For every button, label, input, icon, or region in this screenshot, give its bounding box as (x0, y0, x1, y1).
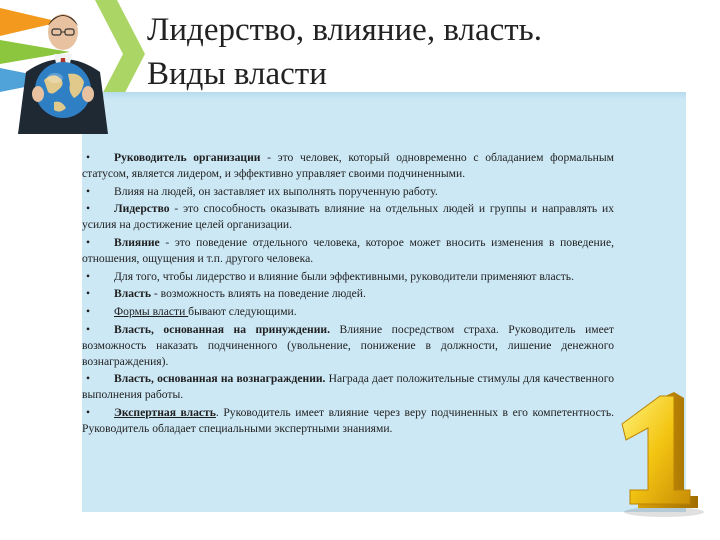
text-power: - возможность влиять на поведение людей. (151, 287, 366, 301)
paragraph-leadership (82, 201, 614, 233)
title-line-2: Виды власти (147, 56, 327, 92)
term-influence: Влияние (114, 235, 160, 249)
bullet: • (86, 287, 91, 301)
golden-number-one-illustration (612, 388, 712, 518)
term-power: Власть (114, 287, 152, 301)
paragraph-forms-of-power (82, 304, 614, 320)
paragraph-influence (82, 235, 614, 267)
paragraph-expert-power (82, 405, 614, 437)
paragraph-reward-power (82, 371, 614, 403)
term-coercive-power: Власть, основанная на принуждении. (114, 322, 330, 336)
text-forms-of-power: бывают следующими. (188, 305, 297, 319)
businessman-with-globe-illustration (8, 2, 118, 134)
bullet: • (86, 372, 91, 386)
bullet: • (86, 184, 91, 198)
slide-title (147, 8, 707, 96)
title-line-1: Лидерство, влияние, власть. (147, 12, 542, 48)
paragraph-manager (82, 150, 614, 182)
term-reward-power: Власть, основанная на вознаграждении. (114, 372, 326, 386)
bullet: • (86, 305, 91, 319)
paragraph-power (82, 286, 614, 302)
term-leadership: Лидерство (114, 202, 170, 216)
term-expert-power: Экспертная власть (114, 405, 216, 419)
slide-body (82, 150, 614, 439)
bullet: • (86, 235, 91, 249)
text-effectiveness: Для того, чтобы лидерство и влияние были эффективными, руководители применяют власть. (114, 269, 574, 283)
text-manager: - это человек, который одновременно с обладанием формальным статусом, является лидером, и эффективно управляет своими подчиненными. (82, 151, 615, 180)
bullet: • (86, 269, 91, 283)
bullet: • (86, 405, 91, 419)
bullet: • (86, 151, 91, 164)
term-manager: Руководитель организации (114, 151, 261, 164)
paragraph-coercive-power (82, 322, 614, 369)
text-influence-people: Влияя на людей, он заставляет их выполнять порученную работу. (114, 184, 438, 198)
paragraph-effectiveness (82, 269, 614, 285)
text-expert-power: . Руководитель имеет влияние через веру подчиненных в его компетентность. Руководитель обладает специальными экспертными знаниями. (82, 405, 614, 435)
paragraph-influence-people (82, 184, 614, 200)
bullet: • (86, 202, 91, 216)
digit-text: 1 (612, 388, 613, 389)
text-reward-power: Награда дает положительные стимулы для качественного выполнения работы. (82, 372, 614, 402)
text-leadership: - это способность оказывать влияние на отдельных людей и группы и направлять их усилия на достижение целей организации. (82, 202, 614, 232)
term-forms-of-power: Формы власти (114, 305, 189, 319)
text-influence: - это поведение отдельного человека, которое может вносить изменения в поведение, отношения, ощущения и т.п. другого человека. (82, 235, 614, 265)
bullet: • (86, 322, 91, 336)
text-coercive-power: Влияние посредством страха. Руководитель имеет возможность наказать подчиненного (увольнение, понижение в должности, лишение денежного вознаграждения). (82, 322, 614, 368)
